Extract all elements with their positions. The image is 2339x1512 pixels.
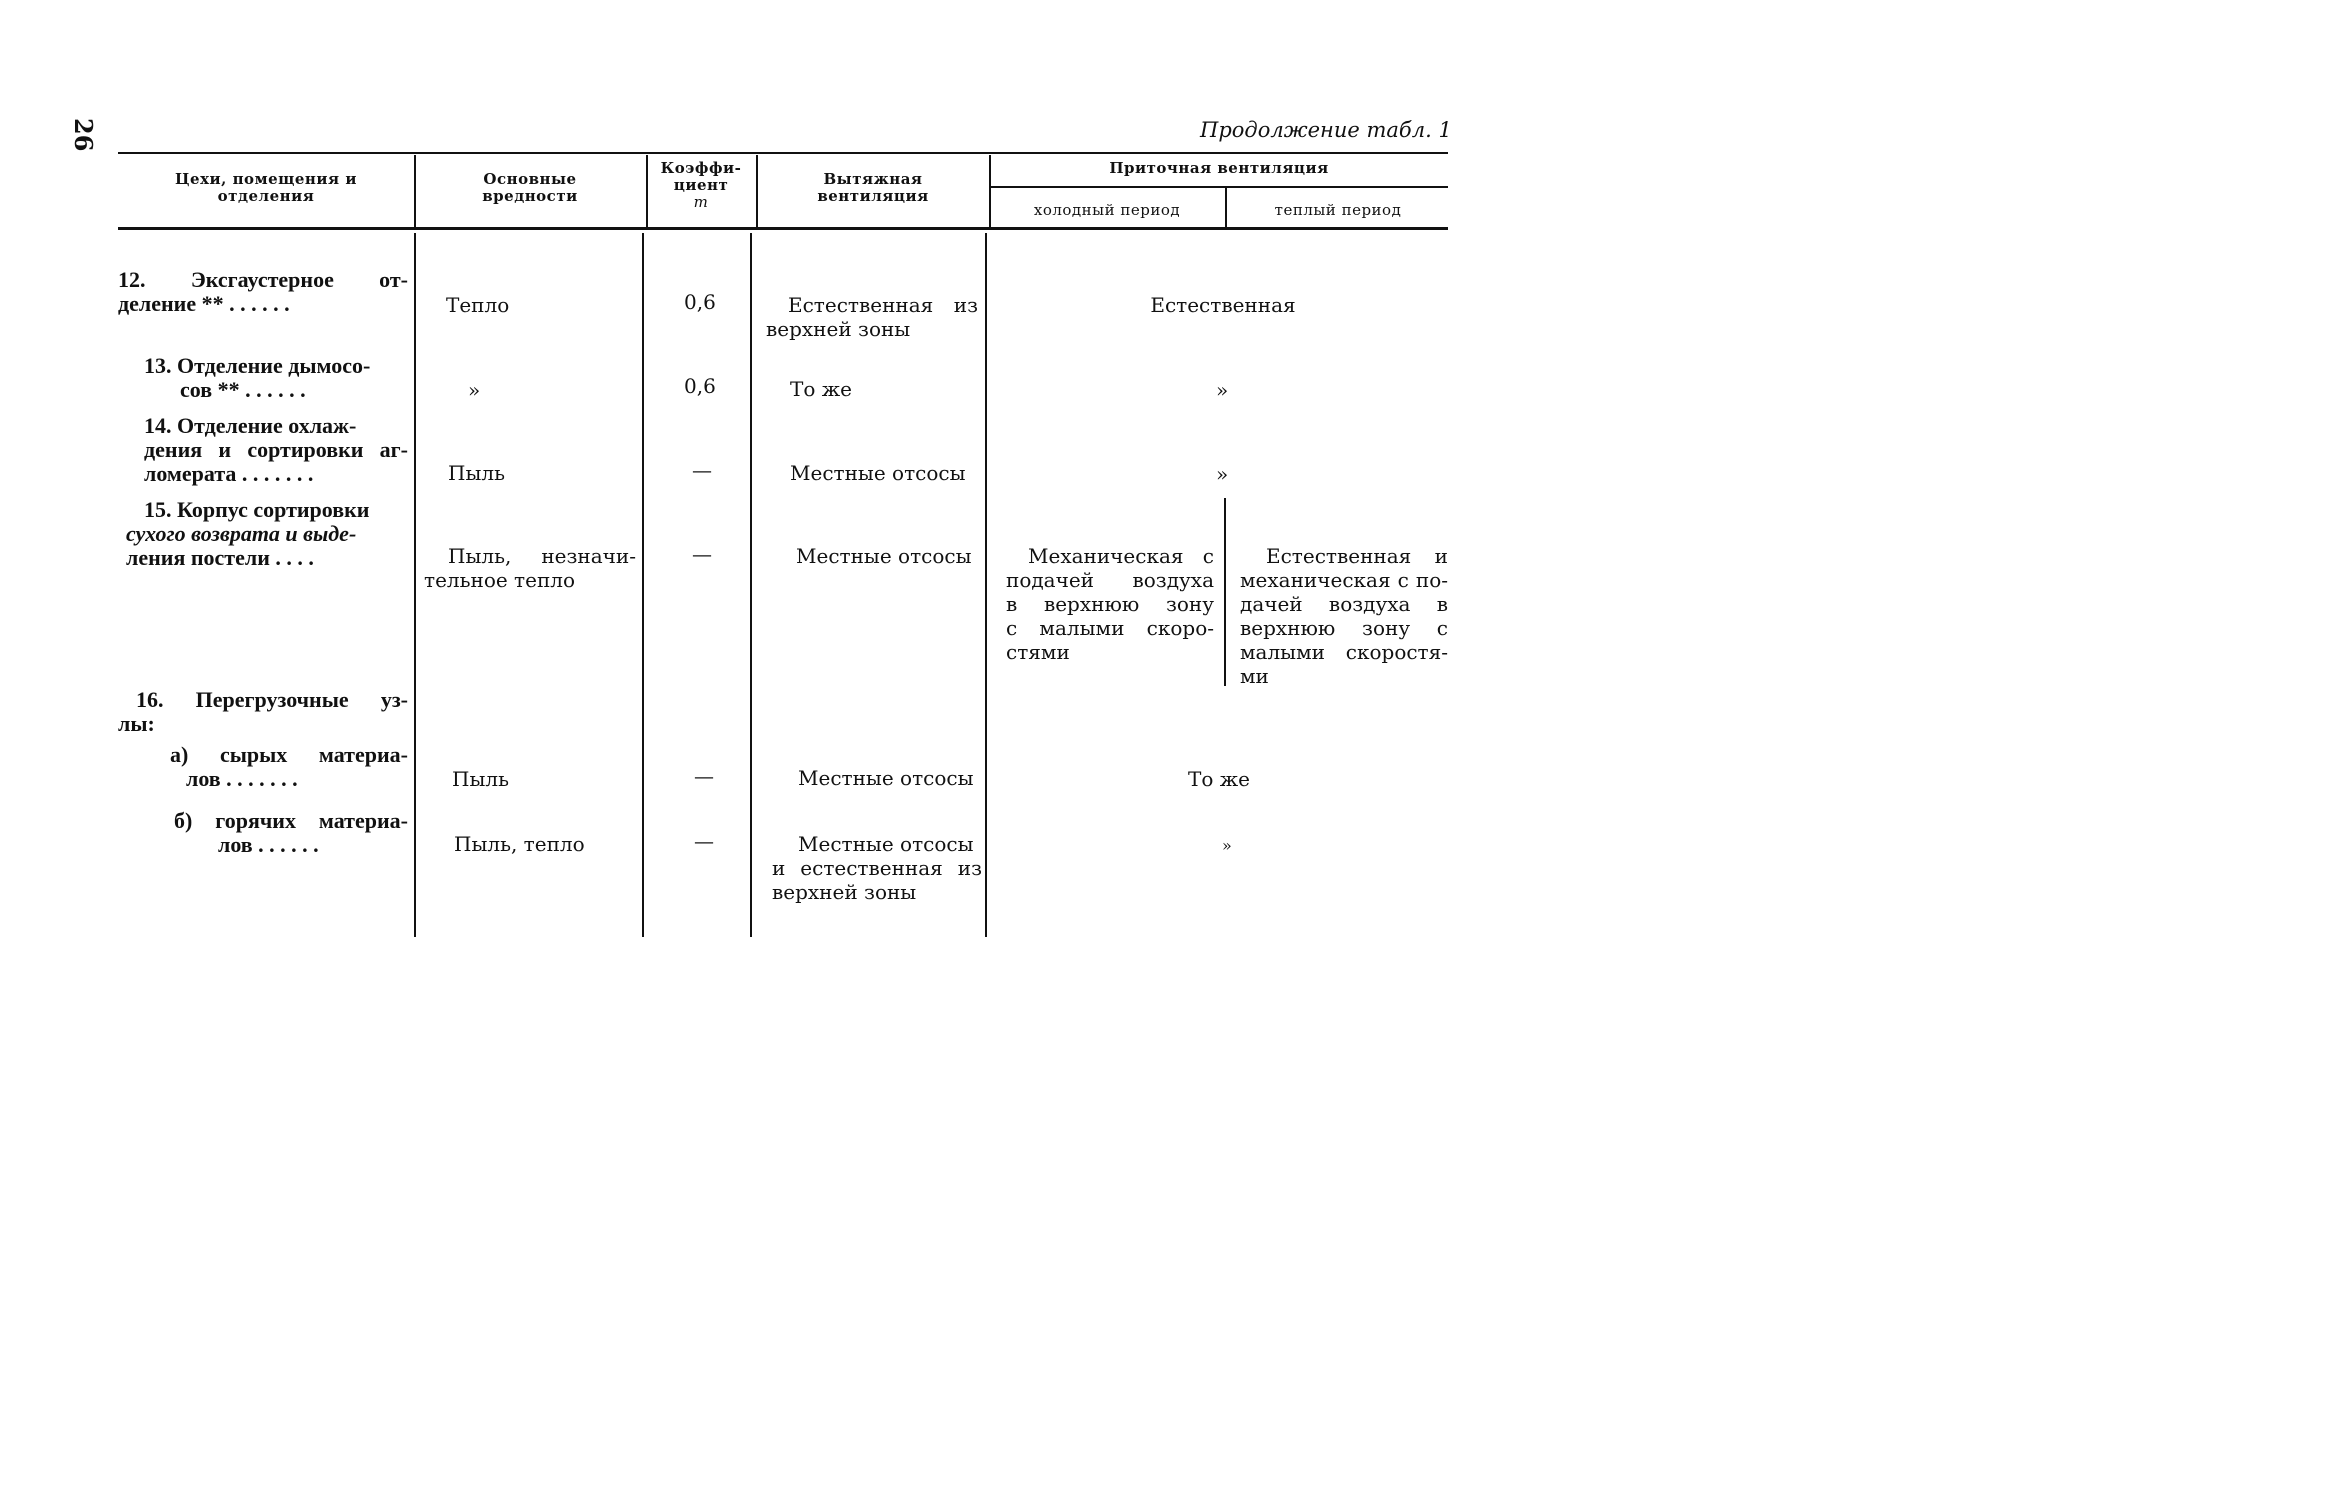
table-row-exhaust: Местные отсосы — [796, 544, 972, 568]
table-row-name: б) горячих материа- лов . . . . . . — [174, 808, 408, 857]
table-row-name: а) сырых материа- лов . . . . . . . — [170, 742, 408, 791]
table-row-name: 15. Корпус сортировки сухого возврата и выде- ления постели . . . . — [126, 497, 370, 570]
table-row-supply: » — [1216, 462, 1229, 486]
table-row-supply: То же — [1188, 767, 1250, 791]
header-coef: Коэффи- циент m — [660, 159, 742, 211]
table-row-hazards: Пыль — [452, 767, 509, 791]
table-row-name: 13. Отделение дымосо- сов ** . . . . . . — [144, 353, 371, 402]
table-row-name: 14. Отделение охлаж- дения и сортировки аг- ломерата . . . . . . . — [144, 413, 408, 486]
header-warm: теплый период — [1274, 201, 1402, 219]
body-col-line — [414, 233, 416, 937]
table-row-supply: » — [1216, 378, 1229, 402]
table-row-exhaust: Местные отсосы — [798, 766, 974, 790]
table-row-name: 16. Перегрузочные уз- лы: — [118, 687, 408, 736]
supply-sub-rule — [990, 186, 1448, 188]
table-row-exhaust: Местные отсосы — [790, 461, 966, 485]
table-row-name: 12. Эксгаустерное от- деление ** . . . . . . — [118, 267, 408, 316]
body-col-line — [642, 233, 644, 937]
table-row-exhaust: Местные отсосы и естественная из верхней зоны — [772, 832, 982, 904]
body-col-line — [750, 233, 752, 937]
table-row-supply: » — [1222, 836, 1232, 855]
table-row-coef: 0,6 — [684, 374, 716, 398]
header-col-line — [1225, 188, 1227, 227]
header-shops: Цехи, помещения и отделения — [175, 170, 357, 205]
header-cold: холодный период — [1033, 201, 1181, 219]
table-row-exhaust: Естественная из верхней зоны — [766, 293, 978, 341]
header-hazards: Основные вредности — [482, 170, 578, 205]
warm-divider-line — [1224, 498, 1226, 686]
table-row-coef: 0,6 — [684, 290, 716, 314]
table-row-coef: — — [694, 829, 714, 853]
table-row-supply-warm: Естественная и механическая с по- дачей воздуха в верхнюю зону с малыми скоростя- ми — [1240, 544, 1448, 688]
table-row-coef: — — [692, 542, 712, 566]
header-top-rule — [118, 152, 1448, 154]
table-row-supply-cold: Механическая с подачей воздуха в верхнюю зону с малыми скоро- стями — [1006, 544, 1214, 664]
table-row-coef: — — [692, 458, 712, 482]
table-row-hazards: » — [468, 378, 481, 402]
table-row-hazards: Тепло — [446, 293, 510, 317]
table-row-supply: Естественная — [1150, 293, 1296, 317]
table-row-coef: — — [694, 764, 714, 788]
page-number: 26 — [69, 118, 98, 152]
table-row-hazards: Пыль, незначи- тельное тепло — [424, 544, 636, 592]
table-row-hazards: Пыль, тепло — [454, 832, 585, 856]
table-row-hazards: Пыль — [448, 461, 505, 485]
table-row-exhaust: То же — [790, 377, 852, 401]
body-col-line — [985, 233, 987, 937]
header-supply: Приточная вентиляция — [1109, 159, 1329, 177]
header-exhaust: Вытяжная вентиляция — [817, 170, 929, 205]
header-bottom-rule — [118, 227, 1448, 230]
table-caption: Продолжение табл. 1 — [1200, 118, 1452, 142]
